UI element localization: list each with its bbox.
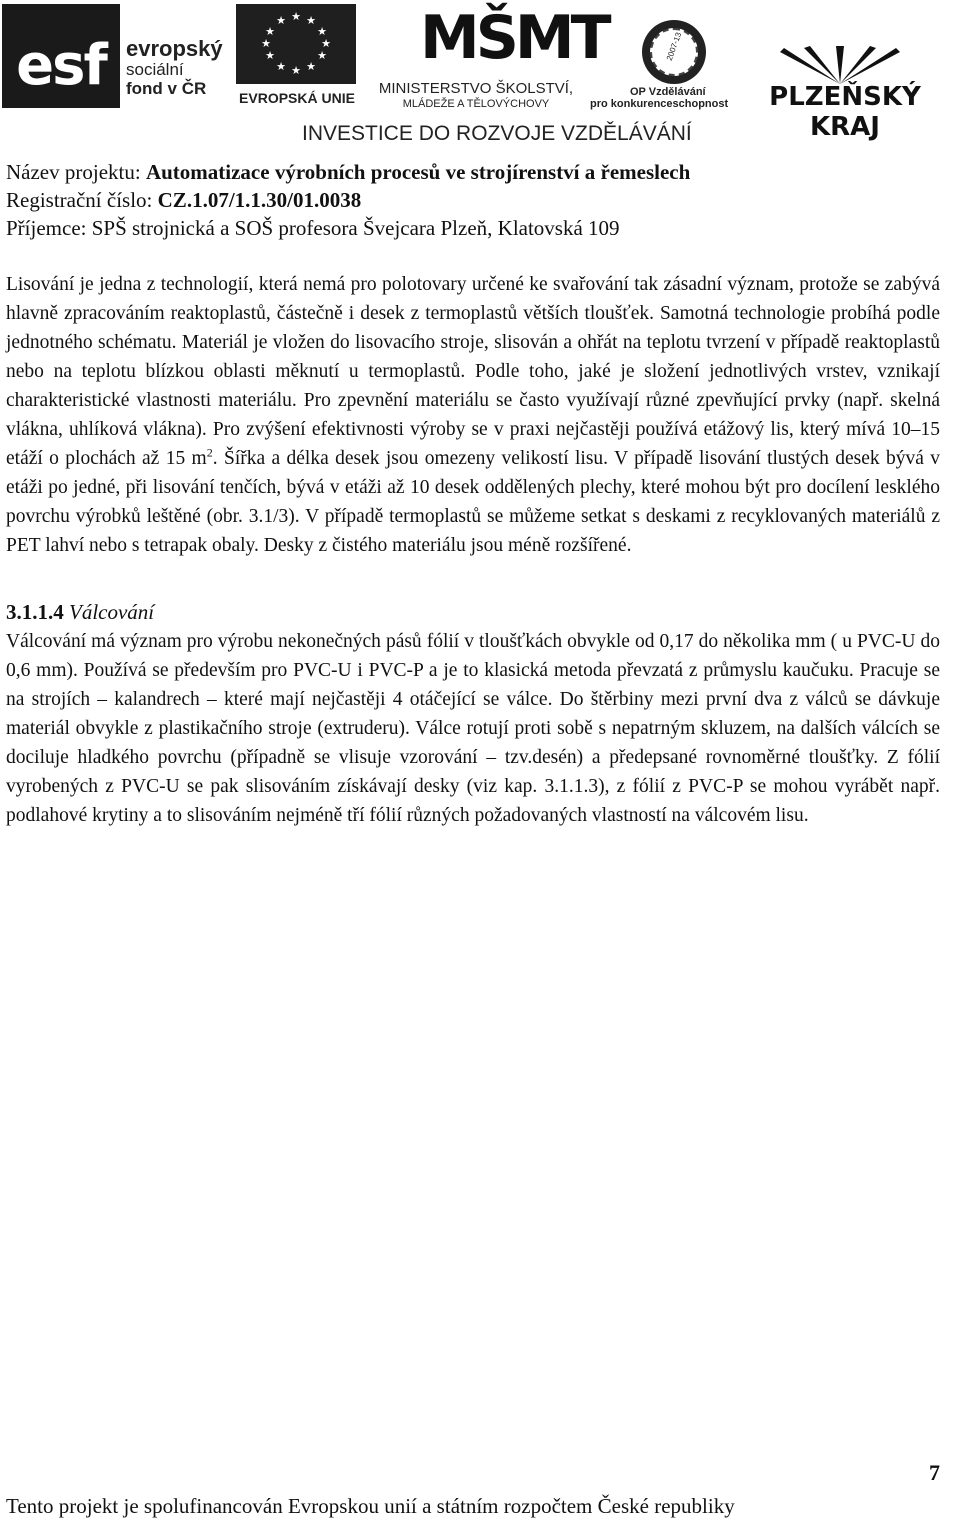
esf-logo-line3: fond v ČR	[126, 79, 207, 98]
esf-logo-line2: sociální	[126, 60, 184, 79]
opvk-logo-line2: pro konkurenceschopnost	[590, 98, 729, 110]
valcovani-paragraph: Válcování má význam pro výrobu nekonečných pásů fólií v tloušťkách obvykle od 0,17 do několika mm ( u PVC-U do 0,6 mm). Používá se především pro PVC-U i PVC-P a je to klasická metoda převzatá z průmyslu kaučuku. Pracuje se na strojích – kalandrech – které mají nejčastěji 4 otáčející se válce. Do štěrbiny mezi první dva z válců se dávkuje materiál obvykle z plastikačního stroje (extruderu). Válce rotují proti sobě s nepatrným skluzem, na dalších válcích se dociluje hladkého povrchu (případně se vlisuje vzorování – tzv.desén) a předepsané rovnoměrné tloušťky. Z fólií vyrobených z PVC-U se pak slisováním získávají desky (viz kap. 3.1.1.3), z fólií z PVC-P se mohou vyrábět např. podlahové krytiny a to slisováním nejméně tří fólií různých požadovaných vlastností na válcovém lisu.	[6, 631, 940, 826]
msmt-logo-line2: MLÁDEŽE A TĚLOVÝCHOVY	[402, 98, 550, 110]
section-number: 3.1.1.4	[6, 600, 64, 624]
esf-logo-text	[126, 38, 223, 98]
investice-caption: INVESTICE DO ROZVOJE VZDĚLÁVÁNÍ	[302, 122, 692, 145]
esf-logo-line1: evropský	[126, 36, 223, 61]
registration-label: Registrační číslo:	[6, 188, 158, 212]
esf-logo-letters: esf	[16, 33, 106, 98]
section-heading	[6, 598, 940, 627]
registration-line	[6, 186, 956, 214]
footer-text: Tento projekt je spolufinancován Evropskou unií a státním rozpočtem České republiky	[6, 1494, 735, 1518]
eu-logo-caption: EVROPSKÁ UNIE	[239, 90, 355, 106]
msmt-logo-line1: MINISTERSTVO ŠKOLSTVÍ,	[378, 80, 574, 97]
plzensky-kraj-name: PLZEŇSKÝ KRAJ	[769, 82, 921, 142]
document-body	[6, 270, 940, 830]
lisovani-paragraph-part2: . Šířka a délka desek jsou omezeny velikostí lisu. V případě lisování tlustých desek bývá v etáži po jedné, při lisování tenčích, bývá v etáži až 10 desek oddělených plechy, které mohou být pro docílení lesklého povrchu výrobků leštěné (obr. 3.1/3). V případě termoplastů se můžeme setkat s deskami z recyklovaných materiálů z PET lahví nebo s tetrapak obaly. Desky z čistého materiálu jsou méně rozšířené.	[6, 448, 940, 556]
lisovani-paragraph-part1: Lisování je jedna z technologií, která nemá pro polotovary určené ke svařování tak zásadní význam, protože se zabývá hlavně zpracováním reaktoplastů, částečně i desek z termoplastů větších tloušťek. Samotná technologie probíhá podle jednotného schématu. Materiál je vložen do lisovacího stroje, slisován a ohřát na teplotu tvrzení v případě reaktoplastů nebo na teplotu blízkou oblasti měknutí u termoplastů. Podle toho, jaké je složení jednotlivých vrstev, vznikají charakteristické vlastnosti materiálu. Pro zpevnění materiálu se často využívají různé zpevňující prvky (např. skelná vlákna, uhlíková vlákna). Pro zvýšení efektivnosti výroby se v praxi nejčastěji používá etážový lis, který mívá 10–15 etáží o plochách až 15 m	[6, 274, 940, 469]
plzensky-kraj-rays-icon	[760, 46, 920, 84]
esf-logo	[2, 4, 222, 108]
project-name-value: Automatizace výrobních procesů ve strojírenství a řemeslech	[145, 160, 691, 184]
registration-value: CZ.1.07/1.1.30/01.0038	[157, 188, 362, 212]
eu-logo	[232, 4, 362, 108]
area-unit-superscript: 2	[206, 445, 213, 460]
opvk-seal-text: 2007-13	[664, 31, 684, 62]
lisovani-paragraph	[6, 270, 940, 560]
project-name-label: Název projektu:	[6, 160, 146, 184]
opvk-logo-line1: OP Vzdělávání	[630, 86, 706, 98]
eu-flag-icon: ★ ★ ★ ★ ★ ★ ★ ★ ★ ★ ★ ★	[236, 4, 356, 84]
section-title: Válcování	[69, 600, 155, 624]
msmt-logo	[368, 0, 608, 112]
plzensky-kraj-logo	[740, 46, 950, 142]
project-meta	[6, 158, 956, 242]
opvk-seal-icon	[642, 20, 706, 84]
logo-banner	[0, 0, 960, 150]
opvk-logo	[590, 20, 740, 110]
project-name-line	[6, 158, 956, 186]
page-number: 7	[929, 1460, 940, 1485]
recipient-line: Příjemce: SPŠ strojnická a SOŠ profesora Švejcara Plzeň, Klatovská 109	[6, 216, 620, 240]
msmt-logo-mark: MŠMT	[420, 3, 608, 73]
